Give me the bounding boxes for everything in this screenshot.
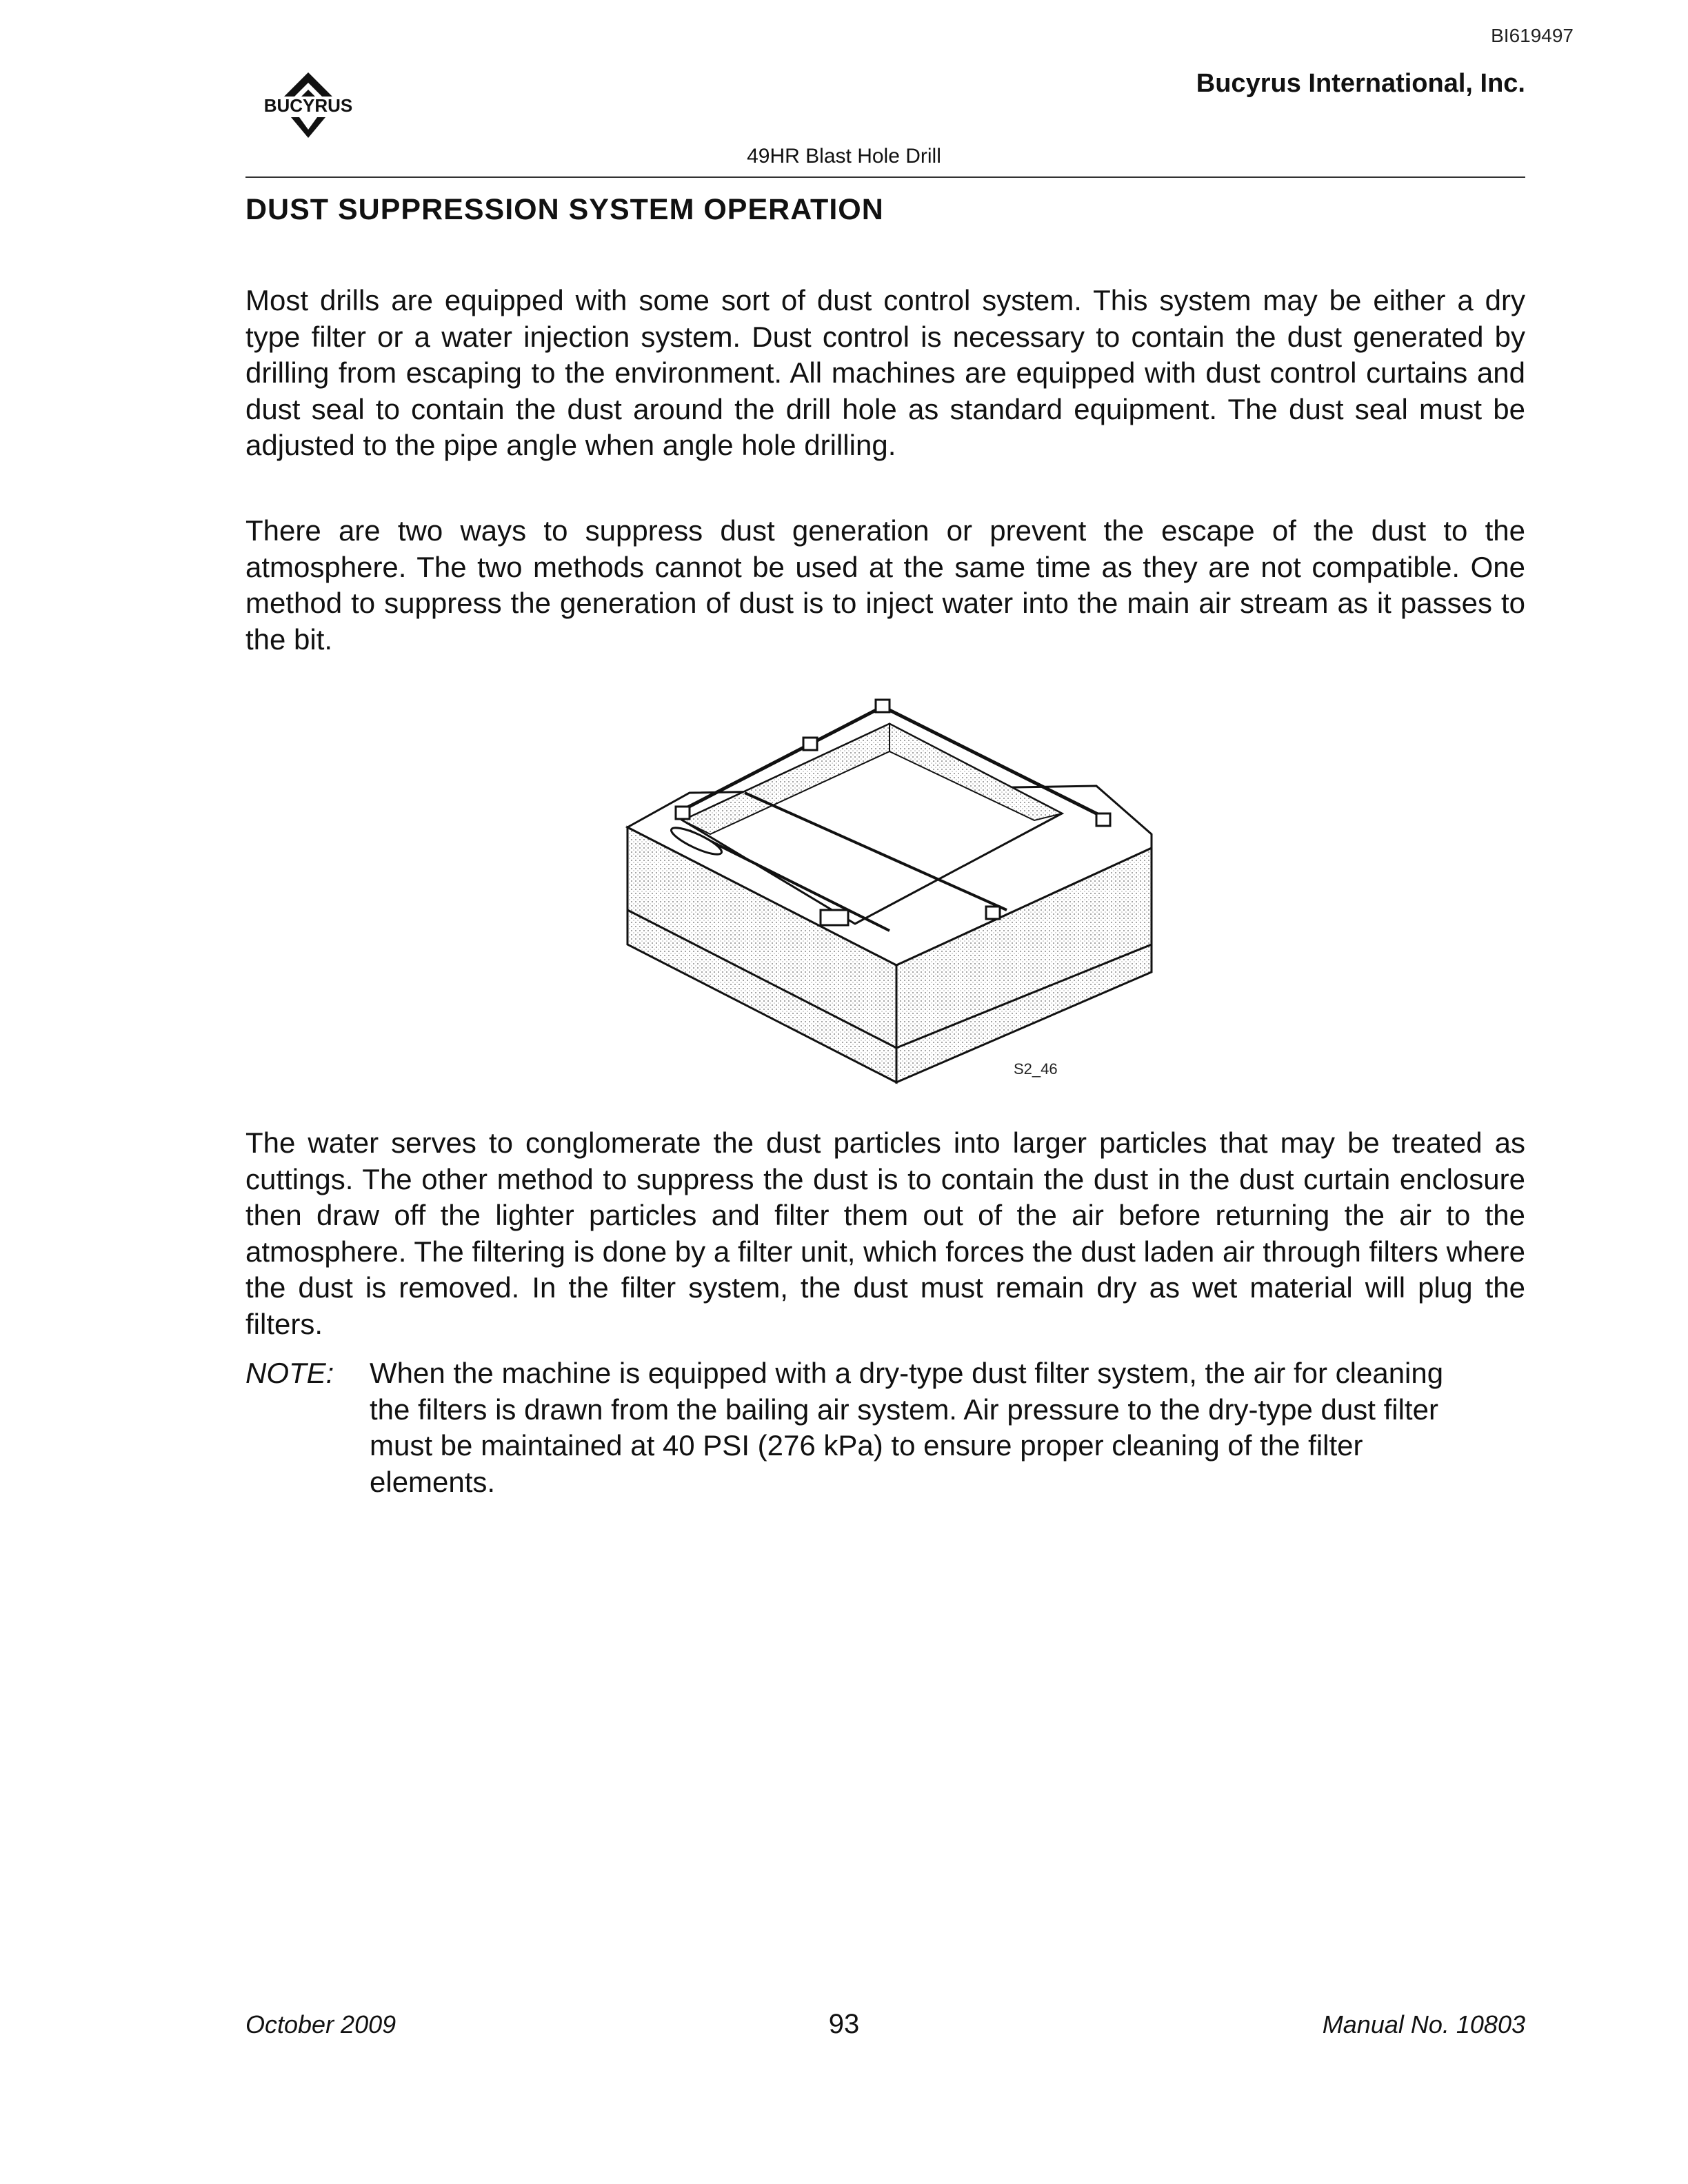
figure-label: S2_46: [1014, 1060, 1058, 1078]
note-text: When the machine is equipped with a dry-type dust filter system, the air for cleaning the filters is drawn from the bailing air system. Air pressure to the dry-type dust filter must be maintained at 40 PSI (276 kPa) to ensure proper cleaning of the filter elements.: [370, 1357, 1444, 1498]
svg-text:BUCYRUS: BUCYRUS: [263, 95, 353, 116]
company-name: Bucyrus International, Inc.: [1196, 69, 1525, 98]
bucyrus-logo: [243, 69, 374, 152]
section-title: DUST SUPPRESSION SYSTEM OPERATION: [245, 193, 884, 226]
document-id: BI619497: [1491, 25, 1574, 46]
note-label: NOTE:: [245, 1357, 334, 1389]
paragraph-3: The water serves to conglomerate the dust particles into larger particles that may be treated as cuttings. The other method to suppress the dust is to contain the dust in the dust curtain enclosure then draw off the lighter particles and filter them out of the air before returning the air to the atmosphere. The filtering is done by a filter unit, which forces the dust laden air through filters where the dust is removed. In the filter system, the dust must remain dry as wet material will plug the filters.: [245, 1126, 1525, 1340]
manual-subtitle: 49HR Blast Hole Drill: [747, 145, 941, 168]
footer-manual-number: Manual No. 10803: [1322, 2010, 1525, 2039]
paragraph-2: There are two ways to suppress dust generation or prevent the escape of the dust to the atmosphere. The two methods cannot be used at the same time as they are not compatible. One method to suppress the generation of dust is to inject water into the main air stream as it passes to the bit.: [245, 514, 1525, 656]
footer-date: October 2009: [245, 2010, 396, 2039]
dust-curtain-illustration: [614, 669, 1165, 1096]
header-rule: [245, 176, 1525, 178]
paragraph-1: Most drills are equipped with some sort of dust control system. This system may be either a dry type filter or a water injection system. Dust control is necessary to contain the dust generated by drilling from escaping to the environment. All machines are equipped with dust control curtains and dust seal to contain the dust around the drill hole as standard equipment. The dust seal must be adjusted to the pipe angle when angle hole drilling.: [245, 284, 1525, 461]
page-number: 93: [828, 2009, 860, 2039]
